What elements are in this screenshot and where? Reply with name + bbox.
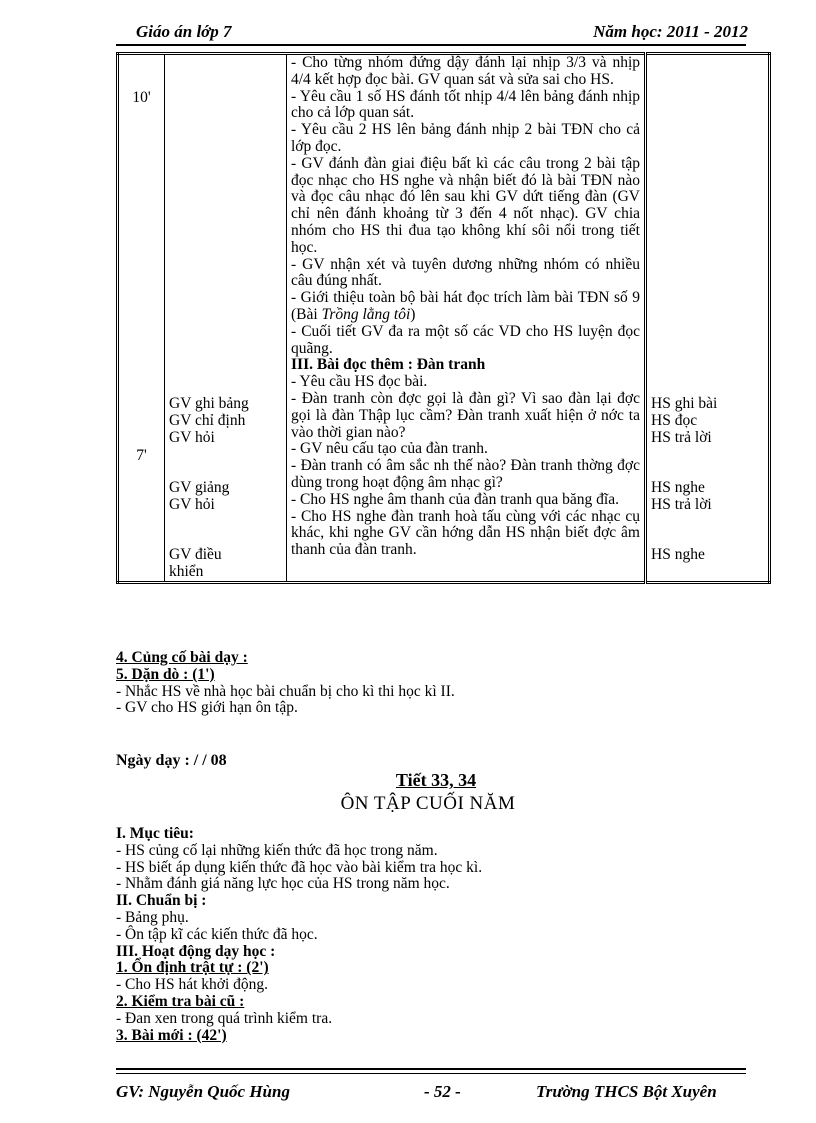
teacher-role: GV điều (169, 546, 222, 564)
activity-item: - Yêu cầu 1 số HS đánh tốt nhịp 4/4 lên bảng đánh nhịp cho cả lớp quan sát. (291, 87, 640, 122)
footer-teacher-name: Nguyễn Quốc Hùng (148, 1082, 290, 1101)
spacer (169, 530, 282, 547)
student-activity: HS trả lời (651, 428, 712, 446)
lesson-title: ÔN TẬP CUỐI NĂM (340, 793, 516, 814)
heading-preparation: II. Chuẩn bị : (116, 892, 207, 910)
objectives-section (116, 826, 482, 1044)
activity-item: - Đàn tranh có âm sắc nh thế nào? Đàn tranh thờng đợc dùng trong hoạt động âm nhạc gì? (291, 457, 640, 491)
spacer (169, 463, 282, 480)
activity-item: - Cho HS nghe âm thanh của đàn tranh qua băng đĩa. (291, 490, 619, 508)
intro-prefix: - Giới thiệu toàn bộ bài hát đọc trích làm bài TĐN số 9 (Bài (291, 289, 640, 323)
header-subject: Giáo án lớp 7 (136, 22, 232, 41)
spacer (651, 530, 764, 547)
spacer (169, 514, 282, 531)
student-activity: HS nghe (651, 478, 705, 496)
activity-item: - GV nhận xét và tuyên dương những nhóm có nhiều câu đúng nhất. (291, 255, 640, 290)
teacher-role: GV ghi bảng (169, 395, 249, 412)
student-activity: HS trả lời (651, 495, 712, 513)
activity-item: - Đàn tranh còn đợc gọi là đàn gì? Vì sao đàn lại đợc gọi là đàn Thập lục cầm? Đàn tranh xuất hiện ở nớc ta vào thời gian nào? (291, 389, 640, 441)
student-cell (646, 54, 770, 583)
teacher-role: GV hỏi (169, 495, 215, 513)
activity-item: - Yêu cầu HS đọc bài. (291, 373, 428, 391)
homework-line: - GV cho HS giới hạn ôn tập. (116, 699, 298, 717)
activity-item: - Cho HS nghe đàn tranh hoà tấu cùng với các nhạc cụ khác, khi nghe GV cần hớng dẫn HS nhận biết đợc âm thanh của đàn tranh. (291, 507, 640, 559)
teacher-role: GV chỉ định (169, 411, 246, 429)
teacher-role: khiển (169, 562, 204, 580)
teacher-role: GV giảng (169, 478, 230, 496)
lesson-activity-table (116, 52, 771, 584)
student-activity: HS nghe (651, 546, 705, 564)
footer-rule (116, 1068, 746, 1070)
heading-homework: 5. Dặn dò : (1') (116, 665, 215, 683)
spacer (169, 446, 282, 463)
activity-item: - GV đánh đàn giai điệu bất kì các câu trong 2 bài tập đọc nhạc cho HS nghe và nhận biết đó là bài TĐN nào và đọc câu nhạc đó lên sau khi GV dứt tiếng đàn (GV chỉ nên đánh khoảng từ 3 đến 4 nốt nhạc). GV chia nhóm cho HS thi đua tạo không khí sôi nổi trong tiết học. (291, 154, 640, 256)
table-row (118, 54, 770, 583)
heading-objectives: I. Mục tiêu: (116, 825, 194, 842)
intro-suffix: ) (410, 305, 416, 323)
heading-new-lesson: 3. Bài mới : (42') (116, 1026, 227, 1044)
time-value-1: 10' (132, 89, 151, 106)
time-cell (118, 54, 165, 583)
activity-line: - Cho HS hát khởi động. (116, 976, 269, 994)
homework-line: - Nhắc HS về nhà học bài chuẩn bị cho kì thi học kì II. (116, 682, 455, 700)
preparation-line: - Bảng phụ. (116, 908, 189, 926)
teacher-role-list (169, 55, 282, 581)
section-heading: III. Bài đọc thêm : Đàn tranh (291, 356, 486, 374)
student-activity: HS đọc (651, 411, 698, 429)
footer-gv-label: GV: (116, 1082, 145, 1101)
objective-line: - HS củng cố lại những kiến thức đã học trong năm. (116, 841, 438, 859)
teacher-role: GV hỏi (169, 428, 215, 446)
preparation-line: - Ôn tập kĩ các kiến thức đã học. (116, 925, 318, 943)
footer-rule-thin (116, 1073, 746, 1074)
spacer (651, 514, 764, 531)
heading-activities: III. Hoạt động dạy học : (116, 942, 276, 960)
teacher-cell (165, 54, 287, 583)
spacer (651, 463, 764, 480)
objective-line: - HS biết áp dụng kiến thức đã học vào bài kiểm tra học kì. (116, 858, 483, 876)
activity-line: - Đan xen trong quá trình kiểm tra. (116, 1009, 333, 1027)
activity-item-intro (291, 290, 640, 324)
lesson-period: Tiết 33, 34 (395, 770, 477, 790)
teaching-date: Ngày dạy : / / 08 (116, 752, 227, 769)
time-value-2: 7' (136, 446, 147, 464)
footer-school: Trường THCS Bột Xuyên (536, 1082, 717, 1101)
heading-consolidation: 4. Củng cố bài dạy : (116, 649, 248, 666)
activity-item: - Cho từng nhóm đứng dậy đánh lại nhịp 3/3 và nhịp 4/4 kết hợp đọc bài. GV quan sát và sửa sai cho HS. (291, 54, 640, 88)
heading-review: 2. Kiểm tra bài cũ : (116, 992, 245, 1010)
heading-stabilize: 1. Ổn định trật tự : (2') (116, 959, 269, 977)
closing-section (116, 650, 455, 717)
student-activity-list (651, 55, 764, 564)
header-school-year: Năm học: 2011 - 2012 (593, 22, 748, 41)
intro-song-title: Trồng lằng tôi (321, 305, 411, 323)
student-activity: HS ghi bài (651, 395, 718, 412)
activity-cell (287, 54, 646, 583)
objective-line: - Nhằm đánh giá năng lực học của HS trong năm học. (116, 875, 450, 893)
activity-item: - Cuối tiết GV đa ra một số các VD cho HS luyện đọc quãng. (291, 322, 640, 357)
spacer (651, 446, 764, 463)
header-rule (116, 44, 746, 46)
activity-item: - Yêu cầu 2 HS lên bảng đánh nhịp 2 bài TĐN cho cả lớp đọc. (291, 121, 640, 155)
activity-item: - GV nêu cấu tạo của đàn tranh. (291, 440, 488, 458)
footer-teacher (116, 1082, 290, 1102)
page-number: - 52 - (424, 1082, 461, 1101)
